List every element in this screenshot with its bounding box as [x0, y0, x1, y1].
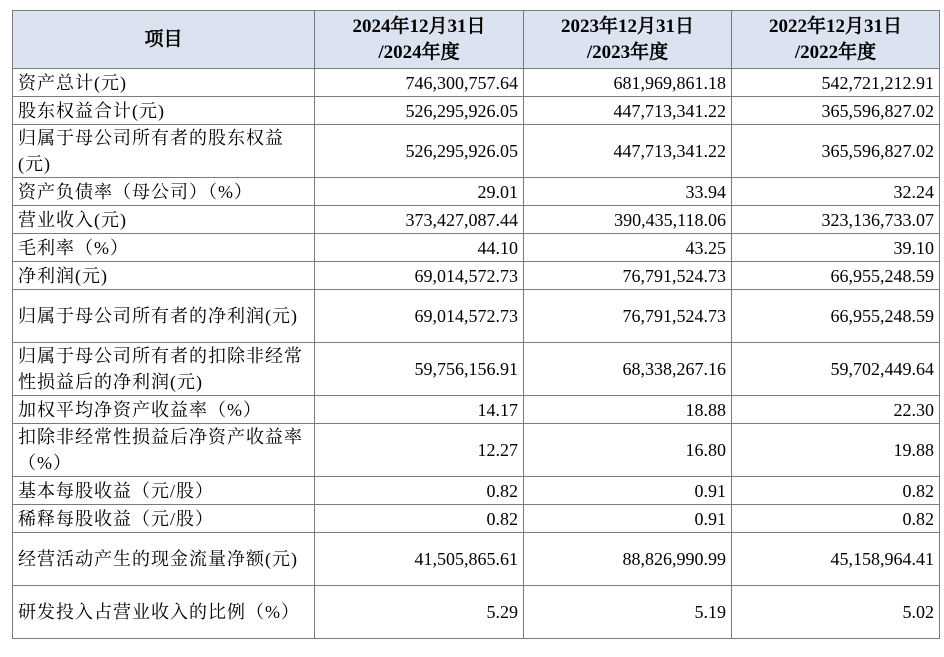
- row-label: 归属于母公司所有者的扣除非经常性损益后的净利润(元): [13, 343, 315, 396]
- financial-summary-table-container: [12, 10, 939, 639]
- row-label: 净利润(元): [13, 262, 315, 290]
- table-row: [13, 343, 940, 396]
- value-2023: 447,713,341.22: [524, 97, 732, 125]
- value-2022: 59,702,449.64: [732, 343, 940, 396]
- row-label: 归属于母公司所有者的净利润(元): [13, 290, 315, 343]
- row-label: 稀释每股收益（元/股）: [13, 505, 315, 533]
- table-row: [13, 290, 940, 343]
- header-2022-date: 2022年12月31日: [768, 15, 902, 37]
- value-2024: 373,427,087.44: [315, 206, 524, 234]
- table-row: [13, 533, 940, 586]
- table-row: [13, 262, 940, 290]
- value-2023: 43.25: [524, 234, 732, 262]
- value-2022: 32.24: [732, 178, 940, 206]
- value-2023: 76,791,524.73: [524, 262, 732, 290]
- value-2022: 365,596,827.02: [732, 97, 940, 125]
- table-row: [13, 396, 940, 424]
- value-2022: 66,955,248.59: [732, 290, 940, 343]
- value-2024: 29.01: [315, 178, 524, 206]
- header-2022: [732, 11, 940, 69]
- row-label: 基本每股收益（元/股）: [13, 477, 315, 505]
- header-2023-period: /2023年度: [586, 41, 669, 63]
- table-row: [13, 125, 940, 178]
- value-2023: 447,713,341.22: [524, 125, 732, 178]
- value-2023: 0.91: [524, 477, 732, 505]
- value-2024: 44.10: [315, 234, 524, 262]
- table-header: [13, 11, 940, 69]
- value-2022: 39.10: [732, 234, 940, 262]
- row-label: 加权平均净资产收益率（%）: [13, 396, 315, 424]
- header-item-label: 项目: [144, 28, 183, 50]
- table-row: [13, 178, 940, 206]
- value-2022: 323,136,733.07: [732, 206, 940, 234]
- table-row: [13, 505, 940, 533]
- table-row: [13, 234, 940, 262]
- value-2024: 69,014,572.73: [315, 262, 524, 290]
- value-2024: 41,505,865.61: [315, 533, 524, 586]
- value-2024: 0.82: [315, 505, 524, 533]
- row-label: 股东权益合计(元): [13, 97, 315, 125]
- value-2022: 365,596,827.02: [732, 125, 940, 178]
- value-2023: 18.88: [524, 396, 732, 424]
- row-label: 经营活动产生的现金流量净额(元): [13, 533, 315, 586]
- header-2023: [524, 11, 732, 69]
- value-2022: 542,721,212.91: [732, 69, 940, 97]
- row-label: 毛利率（%）: [13, 234, 315, 262]
- value-2023: 33.94: [524, 178, 732, 206]
- row-label: 归属于母公司所有者的股东权益(元): [13, 125, 315, 178]
- header-2024-date: 2024年12月31日: [352, 15, 486, 37]
- financial-summary-table: [12, 10, 940, 639]
- table-row: [13, 69, 940, 97]
- value-2024: 5.29: [315, 586, 524, 639]
- value-2022: 22.30: [732, 396, 940, 424]
- value-2023: 68,338,267.16: [524, 343, 732, 396]
- value-2023: 390,435,118.06: [524, 206, 732, 234]
- value-2024: 69,014,572.73: [315, 290, 524, 343]
- value-2023: 5.19: [524, 586, 732, 639]
- value-2023: 681,969,861.18: [524, 69, 732, 97]
- header-2022-period: /2022年度: [794, 41, 877, 63]
- row-label: 营业收入(元): [13, 206, 315, 234]
- value-2023: 0.91: [524, 505, 732, 533]
- table-row: [13, 206, 940, 234]
- value-2022: 0.82: [732, 505, 940, 533]
- table-body: [13, 69, 940, 639]
- table-row: [13, 477, 940, 505]
- value-2023: 88,826,990.99: [524, 533, 732, 586]
- value-2022: 5.02: [732, 586, 940, 639]
- value-2024: 12.27: [315, 424, 524, 477]
- header-2023-date: 2023年12月31日: [560, 15, 694, 37]
- table-row: [13, 97, 940, 125]
- value-2022: 0.82: [732, 477, 940, 505]
- value-2024: 14.17: [315, 396, 524, 424]
- value-2022: 66,955,248.59: [732, 262, 940, 290]
- value-2022: 19.88: [732, 424, 940, 477]
- value-2024: 0.82: [315, 477, 524, 505]
- value-2023: 16.80: [524, 424, 732, 477]
- row-label: 资产负债率（母公司）（%）: [13, 178, 315, 206]
- value-2024: 526,295,926.05: [315, 125, 524, 178]
- value-2023: 76,791,524.73: [524, 290, 732, 343]
- value-2024: 746,300,757.64: [315, 69, 524, 97]
- header-2024-period: /2024年度: [378, 41, 460, 63]
- row-label: 扣除非经常性损益后净资产收益率（%）: [13, 424, 315, 477]
- value-2024: 526,295,926.05: [315, 97, 524, 125]
- row-label: 研发投入占营业收入的比例（%）: [13, 586, 315, 639]
- header-item: [13, 11, 315, 69]
- table-row: [13, 586, 940, 639]
- table-row: [13, 424, 940, 477]
- row-label: 资产总计(元): [13, 69, 315, 97]
- value-2024: 59,756,156.91: [315, 343, 524, 396]
- header-row: [13, 11, 940, 69]
- header-2024: [315, 11, 524, 69]
- value-2022: 45,158,964.41: [732, 533, 940, 586]
